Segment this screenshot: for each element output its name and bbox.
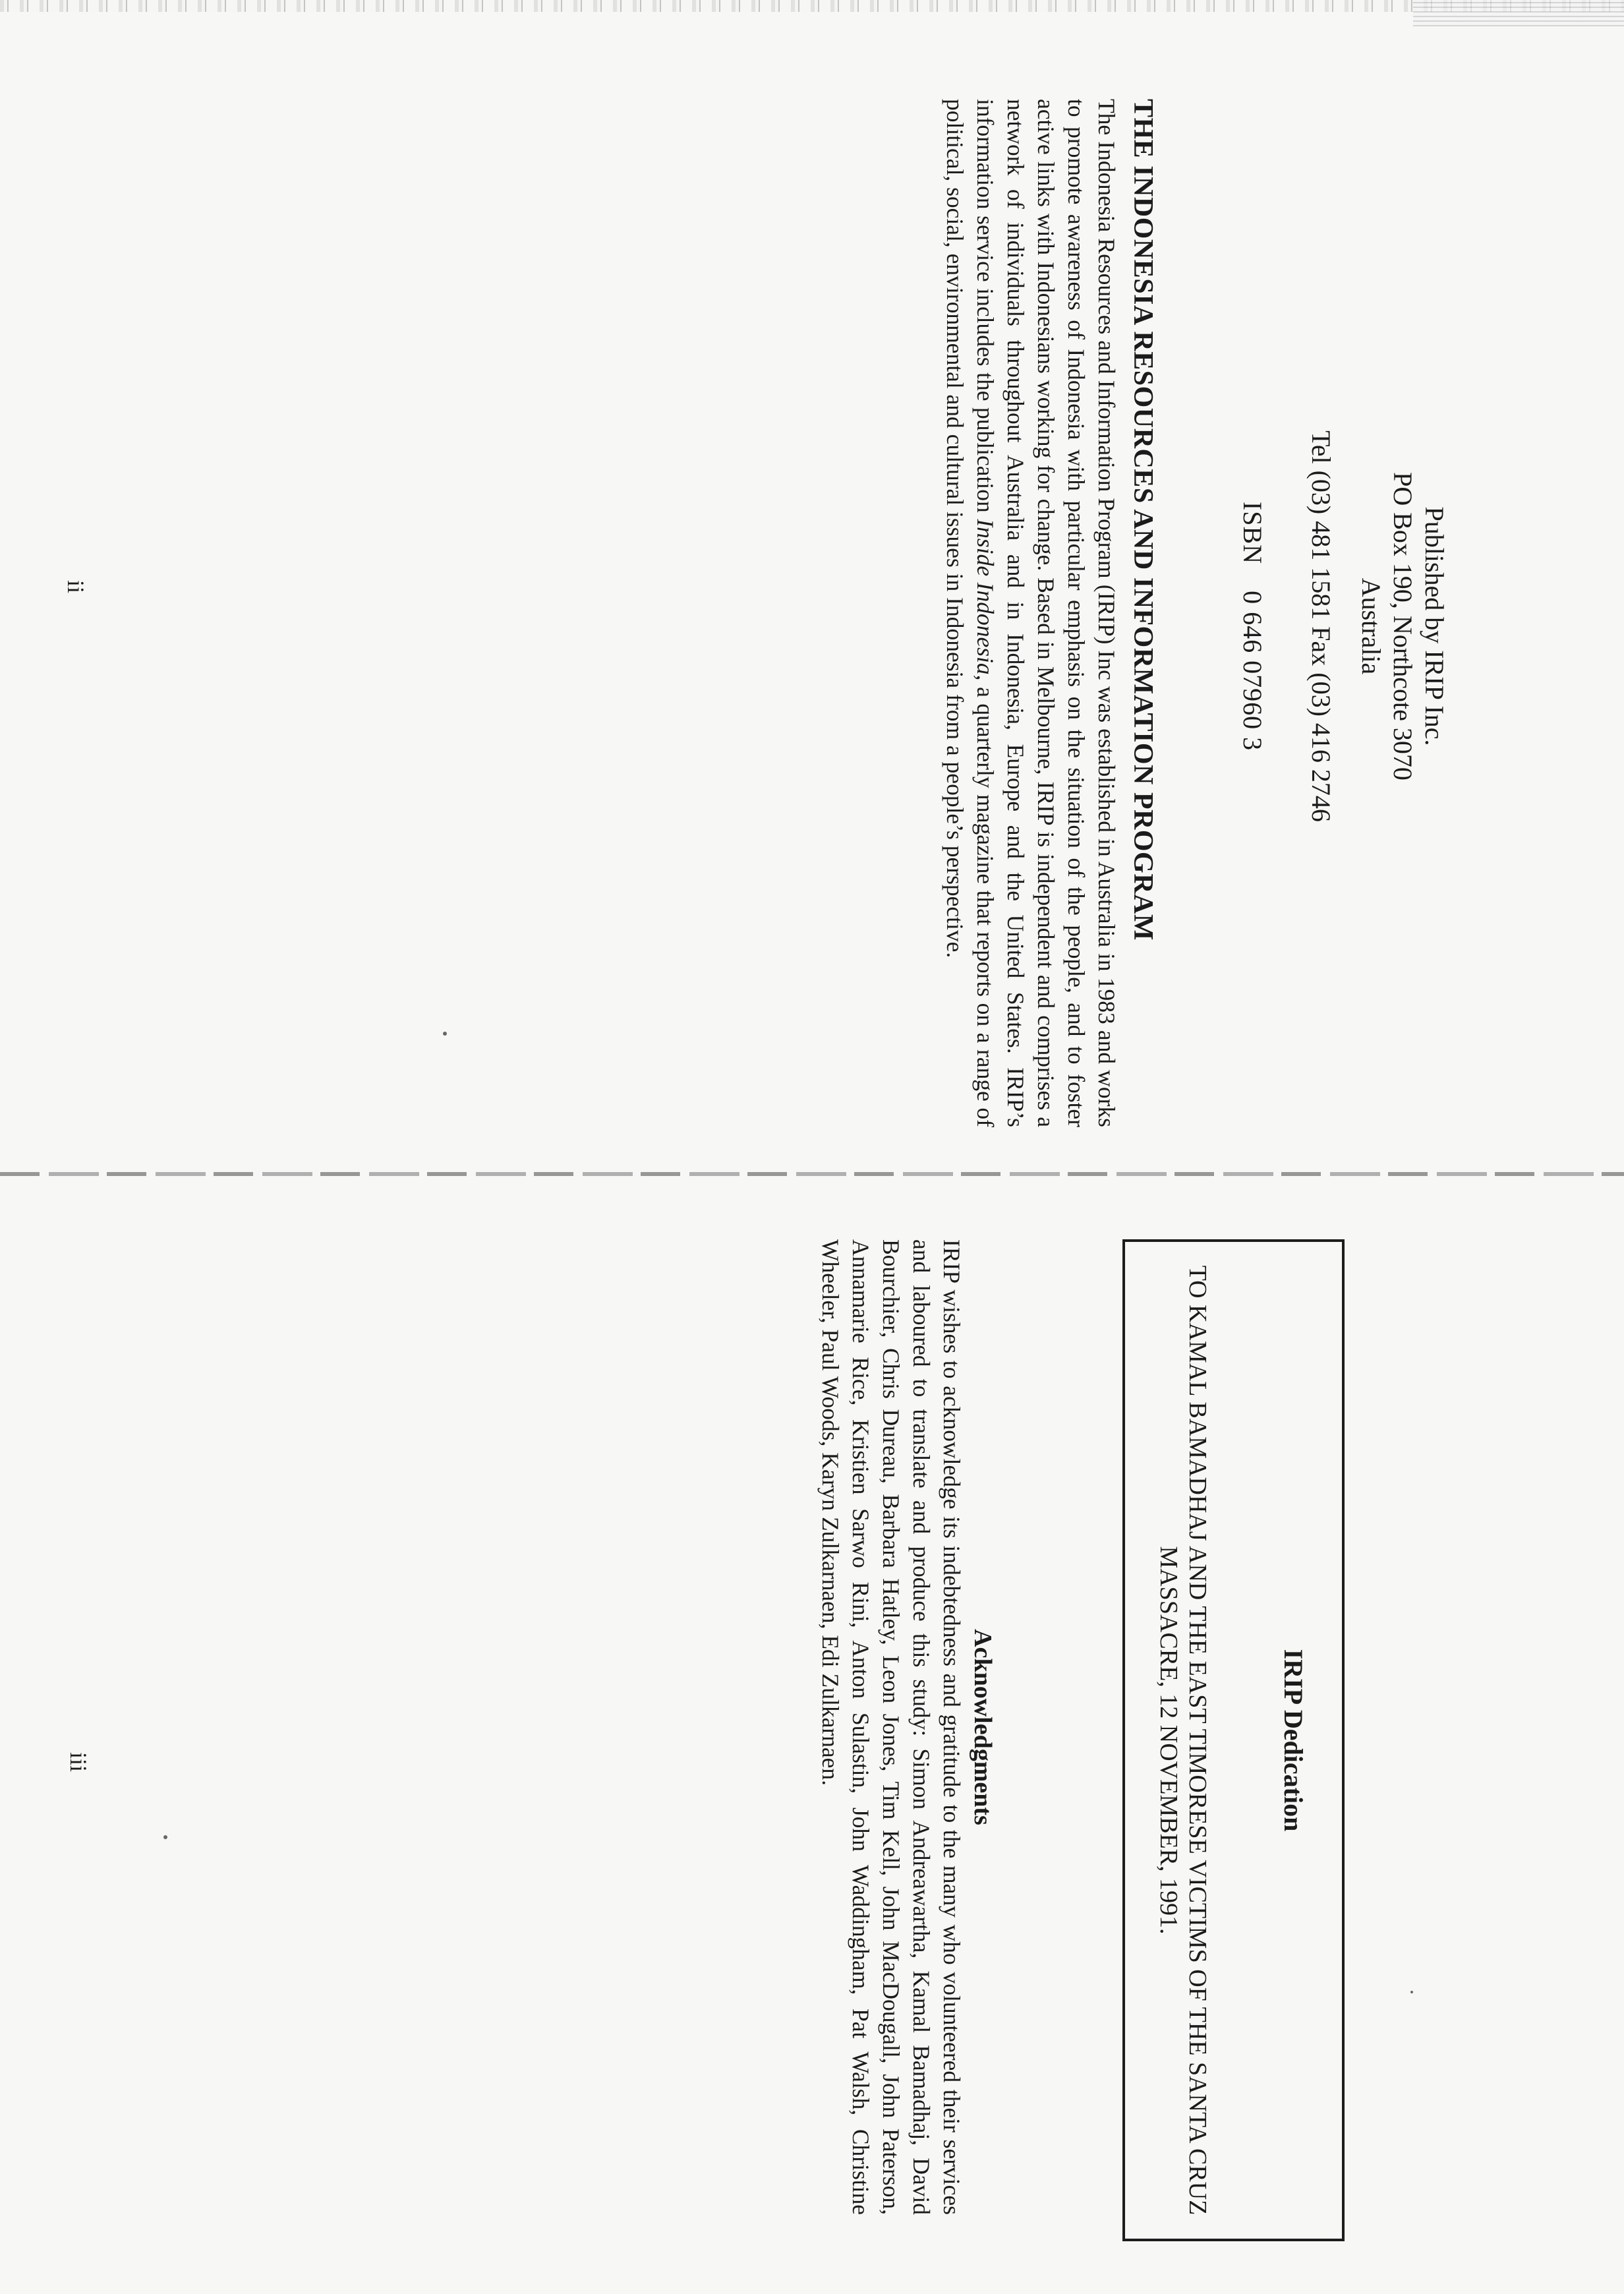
dedication-box bbox=[1122, 1239, 1345, 2241]
paragraph-part-2: , a quarterly magazine that reports on a range of political, social, environmental and cultural issues in Indonesia from a people’s perspective. bbox=[942, 99, 999, 1127]
irip-description-section bbox=[940, 99, 1159, 1127]
acknowledgments-title: Acknowledgments bbox=[969, 1629, 997, 1825]
magazine-title: Inside Indonesia bbox=[972, 519, 999, 675]
page-ii-content bbox=[791, 99, 1450, 1127]
page-number: iii bbox=[65, 1752, 92, 1773]
page-iii-content bbox=[685, 1239, 1345, 2294]
acknowledgments-section bbox=[815, 1239, 997, 2215]
isbn-label: ISBN bbox=[1238, 501, 1267, 565]
isbn-value: 0 646 07960 3 bbox=[1238, 591, 1267, 751]
page-ii bbox=[0, 0, 1624, 1144]
publisher-country: Australia bbox=[1356, 577, 1386, 675]
irip-description-paragraph bbox=[940, 99, 1122, 1127]
page-number: ii bbox=[63, 580, 89, 594]
paragraph-part-1: The Indonesia Resources and Information Program (IRIP) Inc was established in Australia in 1983 and works to promote awareness of Indonesia with particular emphasis on the situation of the people, and to foster active links with Indonesians working for change. Based in Melbourne, IRIP is independent and comprises a network of individuals throughout Australia and in Indonesia, Europe and the United States. IRIP’s information service includes the publication bbox=[972, 99, 1120, 1127]
dedication-text: TO KAMAL BAMADHAJ AND THE EAST TIMORESE VICTIMS OF THE SANTA CRUZ MASSACRE, 12 NOVEMBER, 1991. bbox=[1155, 1265, 1211, 2216]
isbn-line bbox=[1236, 165, 1268, 1088]
publisher-phone-fax: Tel (03) 481 1581 Fax (03) 416 2746 bbox=[1306, 430, 1336, 822]
dedication-title: IRIP Dedication bbox=[1279, 1649, 1308, 1832]
publisher-block bbox=[1236, 165, 1450, 1088]
publisher-address: PO Box 190, Northcote 3070 bbox=[1388, 472, 1418, 780]
section-title: THE INDONESIA RESOURCES AND INFORMATION PROGRAM bbox=[1128, 99, 1158, 941]
publisher-name: Published by IRIP Inc. bbox=[1420, 506, 1449, 746]
acknowledgments-paragraph: IRIP wishes to acknowledge its indebtedness and gratitude to the many who volunteered their services and laboured to translate and produce this study: Simon Andreawartha, Kamal Bamadhaj, David Bourchier, Chris Dureau, Barbara Hatley, Leon Jones, Tim Kell, John MacDougall, John Paterson, Annamarie Rice, Kristien Sarwo Rini, Anton Sulastin, John Waddingham, Pat Walsh, Christine Wheeler, Paul Woods, Karyn Zulkarnaen, Edi Zulkarnaen. bbox=[817, 1239, 965, 2215]
